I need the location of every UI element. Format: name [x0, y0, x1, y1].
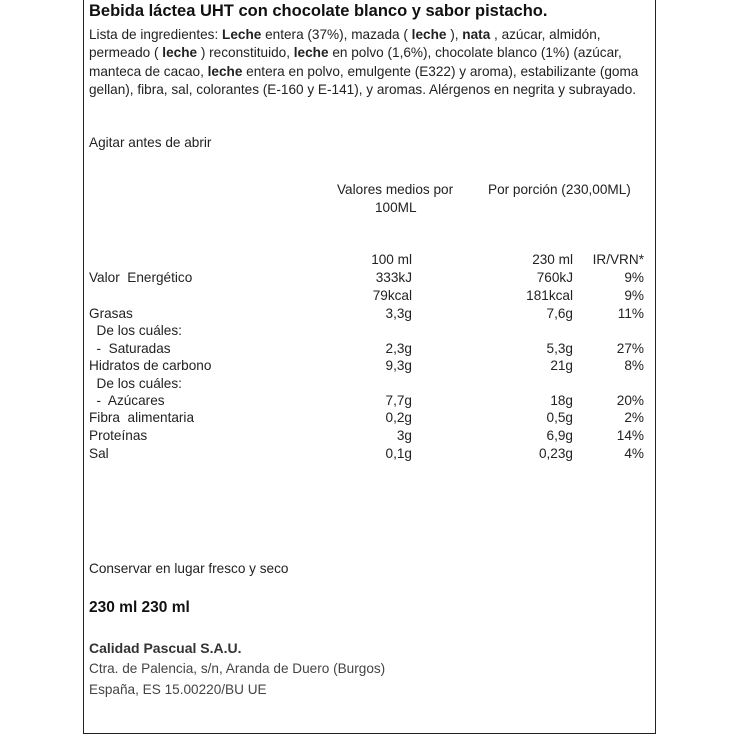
- column-headers: [0, 252, 735, 270]
- ri-percent: 2%: [624, 410, 644, 425]
- ri-percent: 20%: [616, 393, 644, 408]
- value-per-100ml: 9,3g: [385, 358, 412, 373]
- nutrition-row: [0, 341, 735, 359]
- value-per-portion: 7,6g: [546, 306, 573, 321]
- nutrition-row: [0, 323, 735, 341]
- header-portion: Por porción (230,00ML): [488, 182, 631, 197]
- nutrient-label: Grasas: [89, 306, 133, 321]
- value-per-100ml: 7,7g: [385, 393, 412, 408]
- nutrition-row: [0, 270, 735, 288]
- ingredients-text: entera en polvo, emulgente (E322) y aroma), estabilizante (goma gellan), fibra, sal, colorantes (E-160 y E-141), y aromas. Alérgenos en negrita y subrayado.: [89, 63, 639, 97]
- nutrition-row: [0, 288, 735, 306]
- nutrient-label: - Azúcares: [89, 393, 165, 408]
- allergen-word: leche: [162, 45, 198, 61]
- value-per-portion: 760kJ: [536, 270, 573, 285]
- value-per-portion: 0,23g: [538, 446, 573, 461]
- value-per-100ml: 3g: [396, 428, 412, 443]
- nutrition-row: [0, 446, 735, 464]
- nutrition-row: [0, 410, 735, 428]
- value-per-100ml: 79kcal: [372, 288, 412, 303]
- allergen-word: leche: [293, 45, 329, 61]
- nutrition-row: [0, 358, 735, 376]
- nutrition-row: [0, 428, 735, 446]
- ri-percent: 27%: [616, 341, 644, 356]
- allergen-word: leche: [411, 27, 447, 42]
- value-per-portion: 6,9g: [546, 428, 573, 443]
- ingredients-text: en polvo (1,6%), chocolate blanco (1%) (azúcar, manteca de cacao,: [89, 45, 622, 79]
- allergen-word: leche: [207, 63, 243, 79]
- nutrient-label: Hidratos de carbono: [89, 358, 212, 373]
- net-quantity: 230 ml 230 ml: [89, 599, 190, 616]
- allergen-word: Leche: [222, 27, 262, 42]
- col-header-ri: IR/VRN*: [592, 252, 644, 267]
- nutrient-label: Valor Energético: [89, 270, 193, 285]
- ingredients-text: entera (37%), mazada (: [261, 27, 412, 42]
- address-line-2: España, ES 15.00220/BU UE: [89, 682, 267, 697]
- value-per-100ml: 0,2g: [385, 410, 412, 425]
- value-per-100ml: 333kJ: [375, 270, 412, 285]
- nutrition-row: [0, 306, 735, 324]
- ri-percent: 8%: [624, 358, 644, 373]
- nutrient-label: Fibra alimentaria: [89, 410, 195, 425]
- nutrient-label: De los cuáles:: [89, 376, 182, 391]
- nutrition-row: [0, 393, 735, 411]
- ingredients-text: ) reconstituido,: [197, 45, 294, 61]
- ingredients-text: Lista de ingredientes:: [89, 27, 223, 42]
- shake-instruction: Agitar antes de abrir: [89, 135, 212, 150]
- header-per100-line2: 100ML: [375, 200, 417, 215]
- nutrient-label: - Saturadas: [89, 341, 171, 356]
- col-header-portion: 230 ml: [532, 252, 573, 267]
- value-per-100ml: 0,1g: [385, 446, 412, 461]
- nutrient-label: De los cuáles:: [89, 323, 182, 338]
- value-per-portion: 0,5g: [546, 410, 573, 425]
- ingredients-text: , azúcar, almidón, permeado (: [89, 27, 601, 61]
- ri-percent: 9%: [624, 288, 644, 303]
- header-per100-line1: Valores medios por: [337, 182, 454, 197]
- value-per-portion: 21g: [550, 358, 573, 373]
- ingredients-list: [89, 26, 649, 99]
- ingredients-text: ),: [446, 27, 463, 42]
- storage-instruction: Conservar en lugar fresco y seco: [89, 561, 289, 576]
- ri-percent: 14%: [616, 428, 644, 443]
- nutrient-label: Sal: [89, 446, 109, 461]
- ri-percent: 4%: [624, 446, 644, 461]
- col-header-100ml: 100 ml: [371, 252, 412, 267]
- value-per-portion: 181kcal: [526, 288, 573, 303]
- company-name: Calidad Pascual S.A.U.: [89, 640, 242, 656]
- ri-percent: 11%: [617, 306, 644, 321]
- value-per-portion: 5,3g: [546, 341, 573, 356]
- value-per-100ml: 3,3g: [385, 306, 412, 321]
- product-title: Bebida láctea UHT con chocolate blanco y sabor pistacho.: [89, 2, 548, 20]
- value-per-portion: 18g: [550, 393, 573, 408]
- nutrition-row: [0, 376, 735, 394]
- allergen-word: nata: [462, 27, 491, 42]
- ri-percent: 9%: [624, 270, 644, 285]
- address-line-1: Ctra. de Palencia, s/n, Aranda de Duero (Burgos): [89, 661, 386, 676]
- nutrient-label: Proteínas: [89, 428, 148, 443]
- value-per-100ml: 2,3g: [385, 341, 412, 356]
